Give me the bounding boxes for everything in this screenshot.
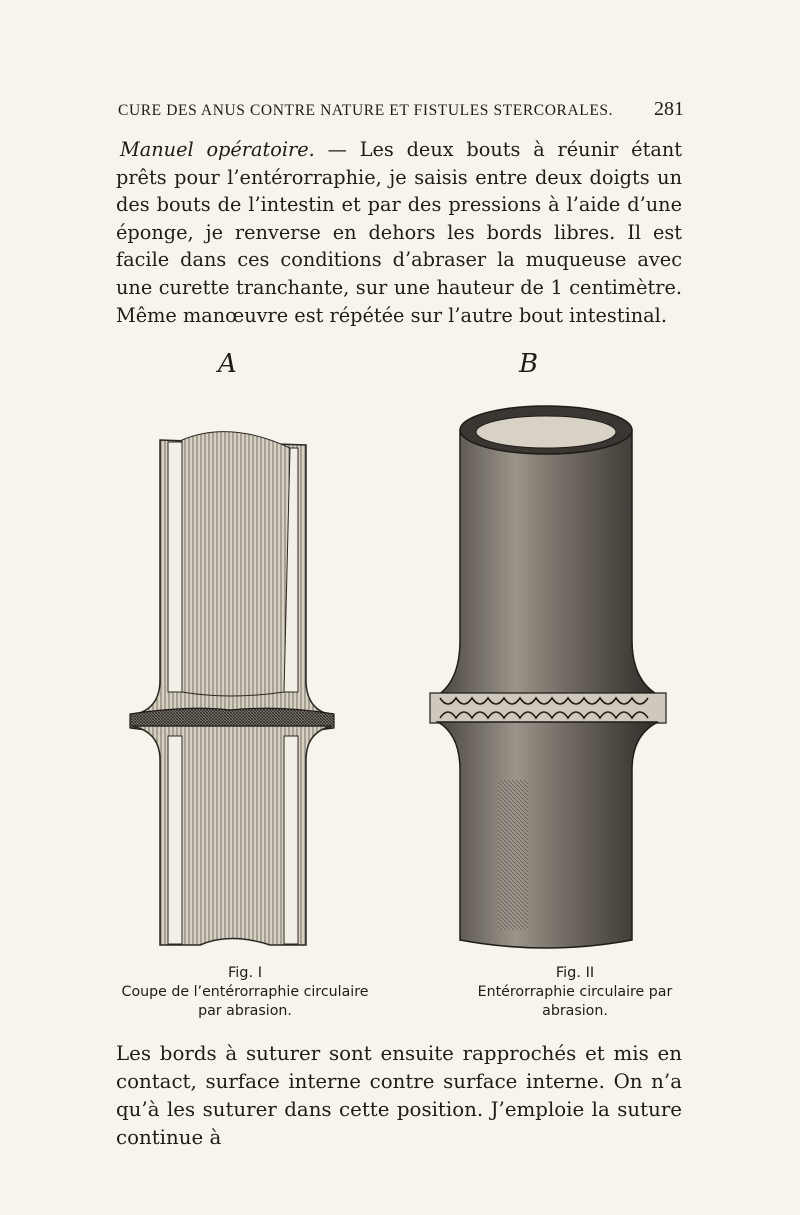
figure-letter-a: A [218, 349, 237, 379]
figure-two-number: Fig. II [555, 965, 595, 981]
paragraph-body: — Les deux bouts à réunir étant prêts pour l’entérorraphie, je saisis entre deux doigts un des bouts de l’intestin et par des pressions à l’aide d’une éponge, je renverse en dehors les bords libres. Il est facile dans ces conditions d’abraser la muqueuse avec une curette tranchante, sur une hauteur de 1 centimètre. Même manœuvre est répétée sur l’autre bout intestinal. [116, 138, 683, 327]
figure-two-caption-line2: abrasion. [542, 1003, 608, 1019]
running-head [118, 98, 684, 121]
figure-two-caption [445, 964, 705, 1021]
running-title: CURE DES ANUS CONTRE NATURE ET FISTULES STERCORALES. [118, 102, 614, 119]
figure-one-caption [100, 964, 390, 1021]
paragraph-manuel-operatoire [116, 136, 682, 329]
figure-two-caption-line1: Entérorraphie circulaire par [477, 984, 673, 1000]
figure-one-caption-line1: Coupe de l’entérorraphie circulaire [121, 984, 369, 1000]
figure-one-number: Fig. I [227, 965, 262, 981]
figure-letter-b: B [519, 349, 539, 379]
paragraph-suture: Les bords à suturer sont ensuite rapprochés et mis en contact, surface interne contre surface interne. On n’a qu’à les suturer dans cette position. J’emploie la suture continue à [116, 1042, 682, 1149]
figure-one-illustration [120, 410, 340, 960]
paragraph-lead: Manuel opératoire. [120, 138, 315, 161]
figure-one-caption-line2: par abrasion. [198, 1003, 292, 1019]
page-number: 281 [654, 98, 684, 120]
figure-two-illustration [420, 400, 680, 960]
